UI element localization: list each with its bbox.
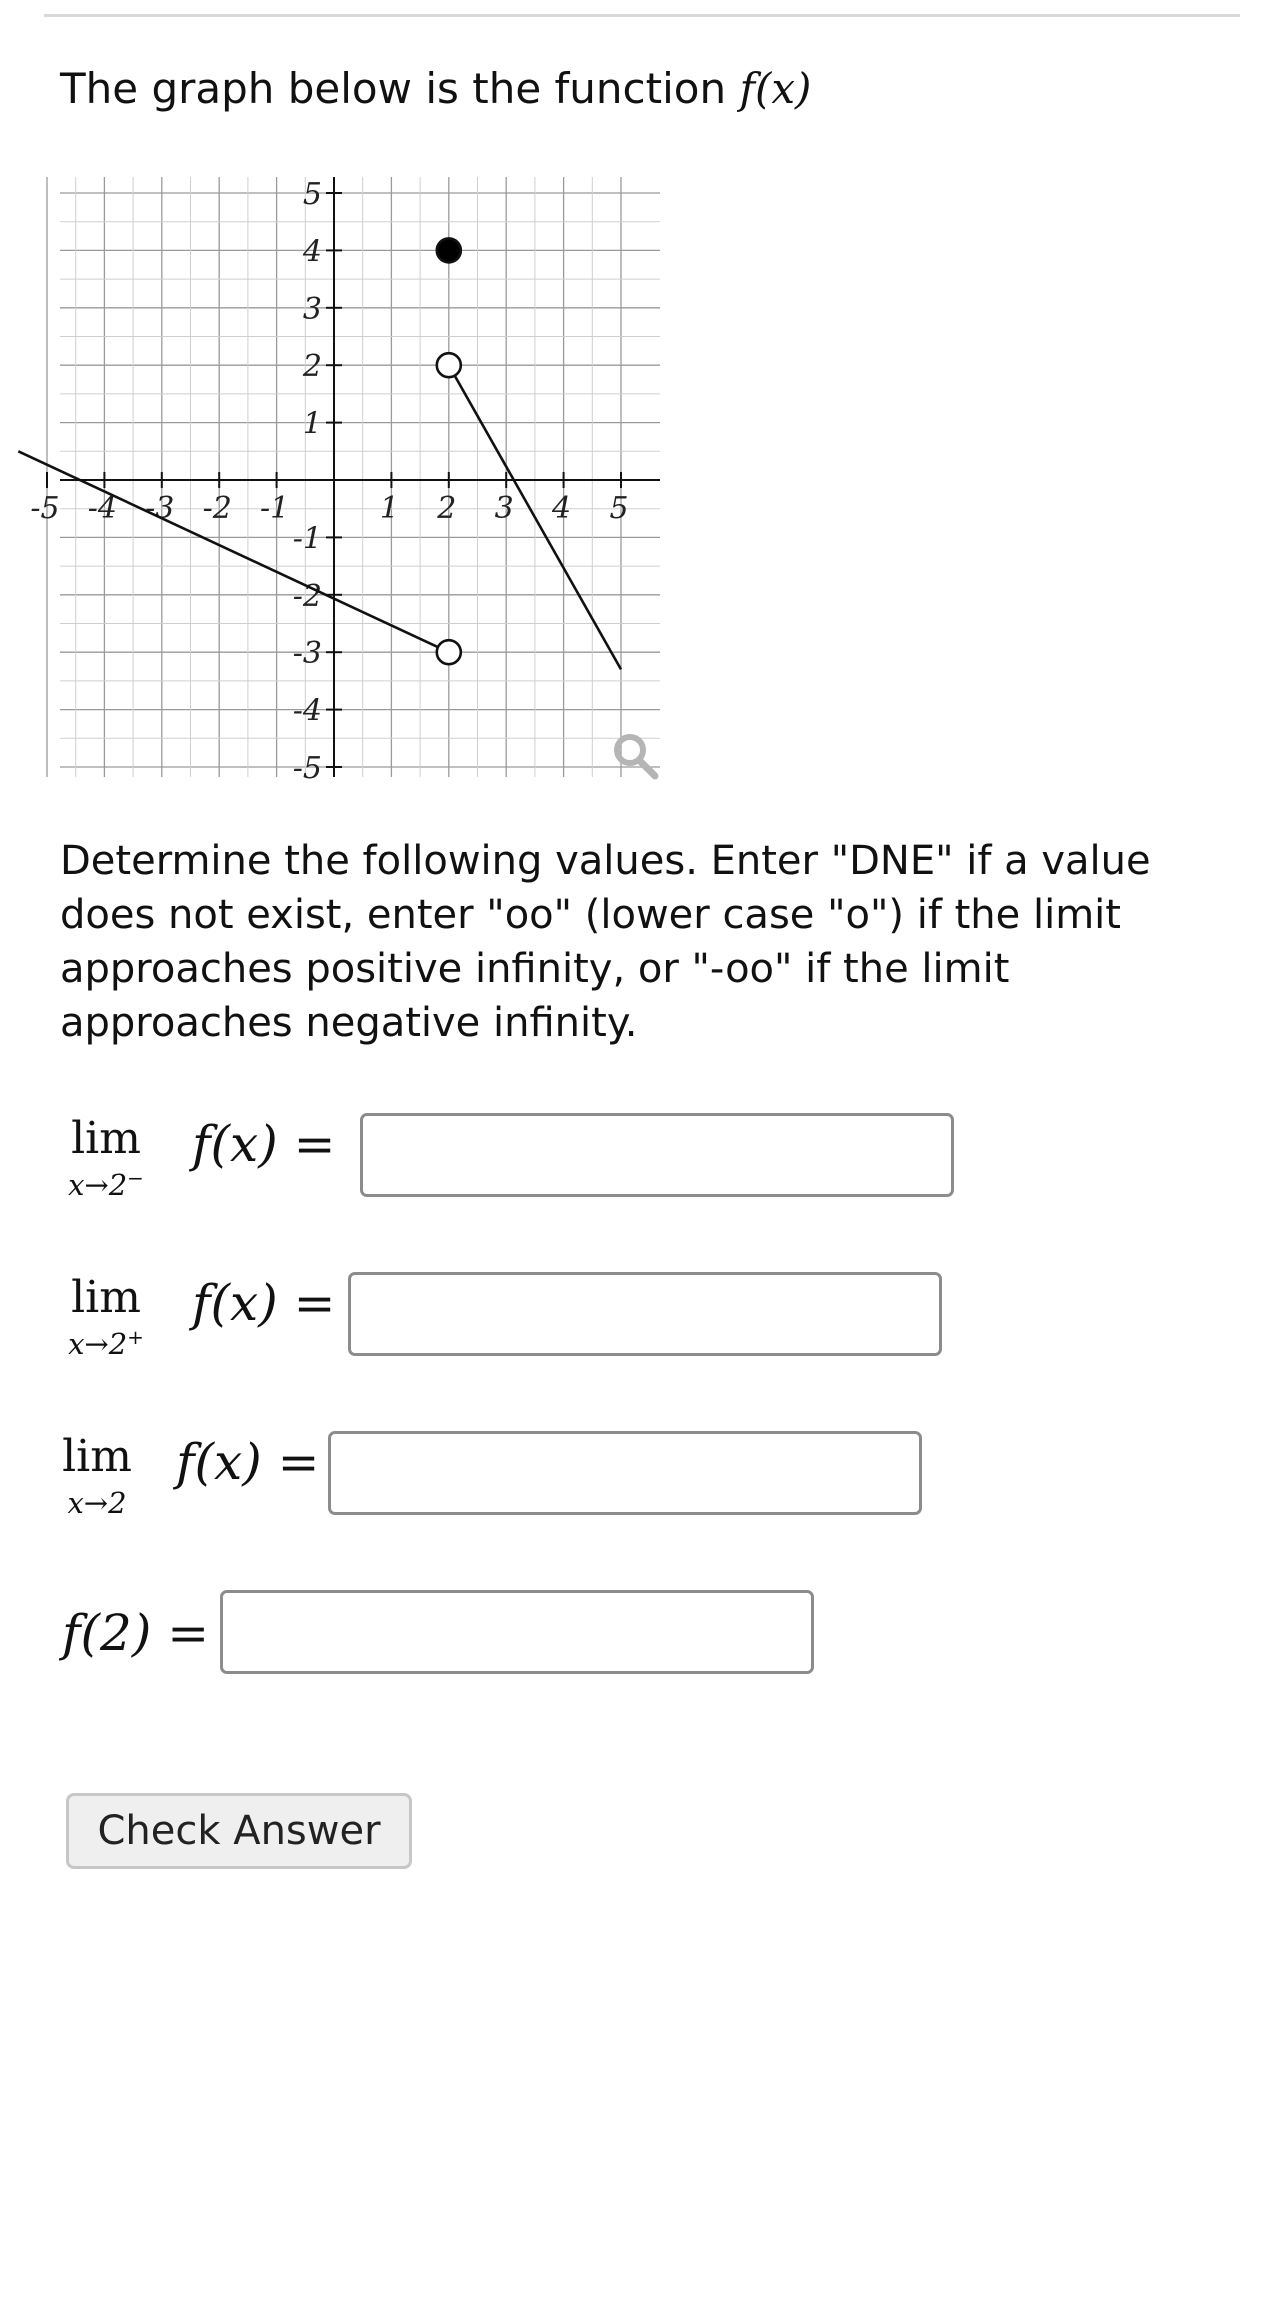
function-value-input[interactable] — [220, 1590, 814, 1674]
function-graph[interactable] — [30, 175, 668, 786]
x-tick-label: 1 — [379, 491, 399, 526]
open-point — [437, 353, 461, 377]
y-tick-label: -2 — [292, 578, 322, 614]
instructions-text: Determine the following values. Enter "DNE" if a value does not exist, enter "oo" (lower case "o") if the limit approaches positive infinity, or "-oo" if the limit approaches negative infinity. — [60, 838, 1151, 1046]
open-point — [437, 640, 461, 664]
right-limit-input[interactable] — [348, 1272, 942, 1356]
limit-expression: f(x) = — [192, 1115, 336, 1173]
y-tick-label: 2 — [302, 349, 322, 385]
x-tick-label: -2 — [202, 491, 232, 526]
x-tick-label: -3 — [145, 491, 175, 526]
question-intro — [60, 64, 811, 113]
limit-expression: f(x) = — [176, 1433, 320, 1491]
magnify-icon[interactable] — [617, 737, 655, 776]
tick-labels — [30, 177, 628, 786]
x-tick-label: 2 — [437, 491, 457, 526]
curve-segment — [18, 451, 449, 652]
x-tick-label: -1 — [259, 491, 290, 526]
check-answer-button[interactable]: Check Answer — [66, 1793, 412, 1869]
y-tick-label: -3 — [292, 636, 322, 672]
function-value-expression: f(2) = — [62, 1604, 210, 1662]
x-tick-label: 3 — [494, 491, 514, 526]
y-tick-label: -1 — [292, 521, 322, 557]
limit-notation: lim x→2− — [68, 1113, 144, 1202]
y-tick-label: -5 — [292, 751, 322, 786]
function-label: f(x) — [739, 64, 812, 113]
magnify-handle — [639, 760, 655, 776]
limit-notation: lim x→2 — [62, 1431, 132, 1520]
graph-grid — [47, 177, 660, 777]
limit-expression: f(x) = — [192, 1274, 336, 1332]
left-limit-input[interactable] — [360, 1113, 954, 1197]
two-sided-limit-input[interactable] — [328, 1431, 922, 1515]
y-tick-label: 5 — [302, 177, 322, 212]
y-tick-label: 3 — [302, 291, 322, 327]
graph-axes — [47, 177, 660, 777]
limit-notation: lim x→2+ — [68, 1272, 144, 1361]
y-tick-label: 4 — [302, 234, 322, 270]
top-divider — [44, 14, 1240, 17]
y-tick-label: 1 — [302, 406, 322, 442]
x-tick-label: 4 — [552, 491, 572, 526]
x-tick-label: -4 — [87, 491, 118, 526]
x-tick-label: -5 — [30, 491, 60, 526]
x-tick-label: 5 — [609, 491, 629, 526]
intro-text: The graph below is the function — [60, 64, 727, 113]
closed-point — [437, 238, 461, 262]
y-tick-label: -4 — [292, 693, 322, 729]
